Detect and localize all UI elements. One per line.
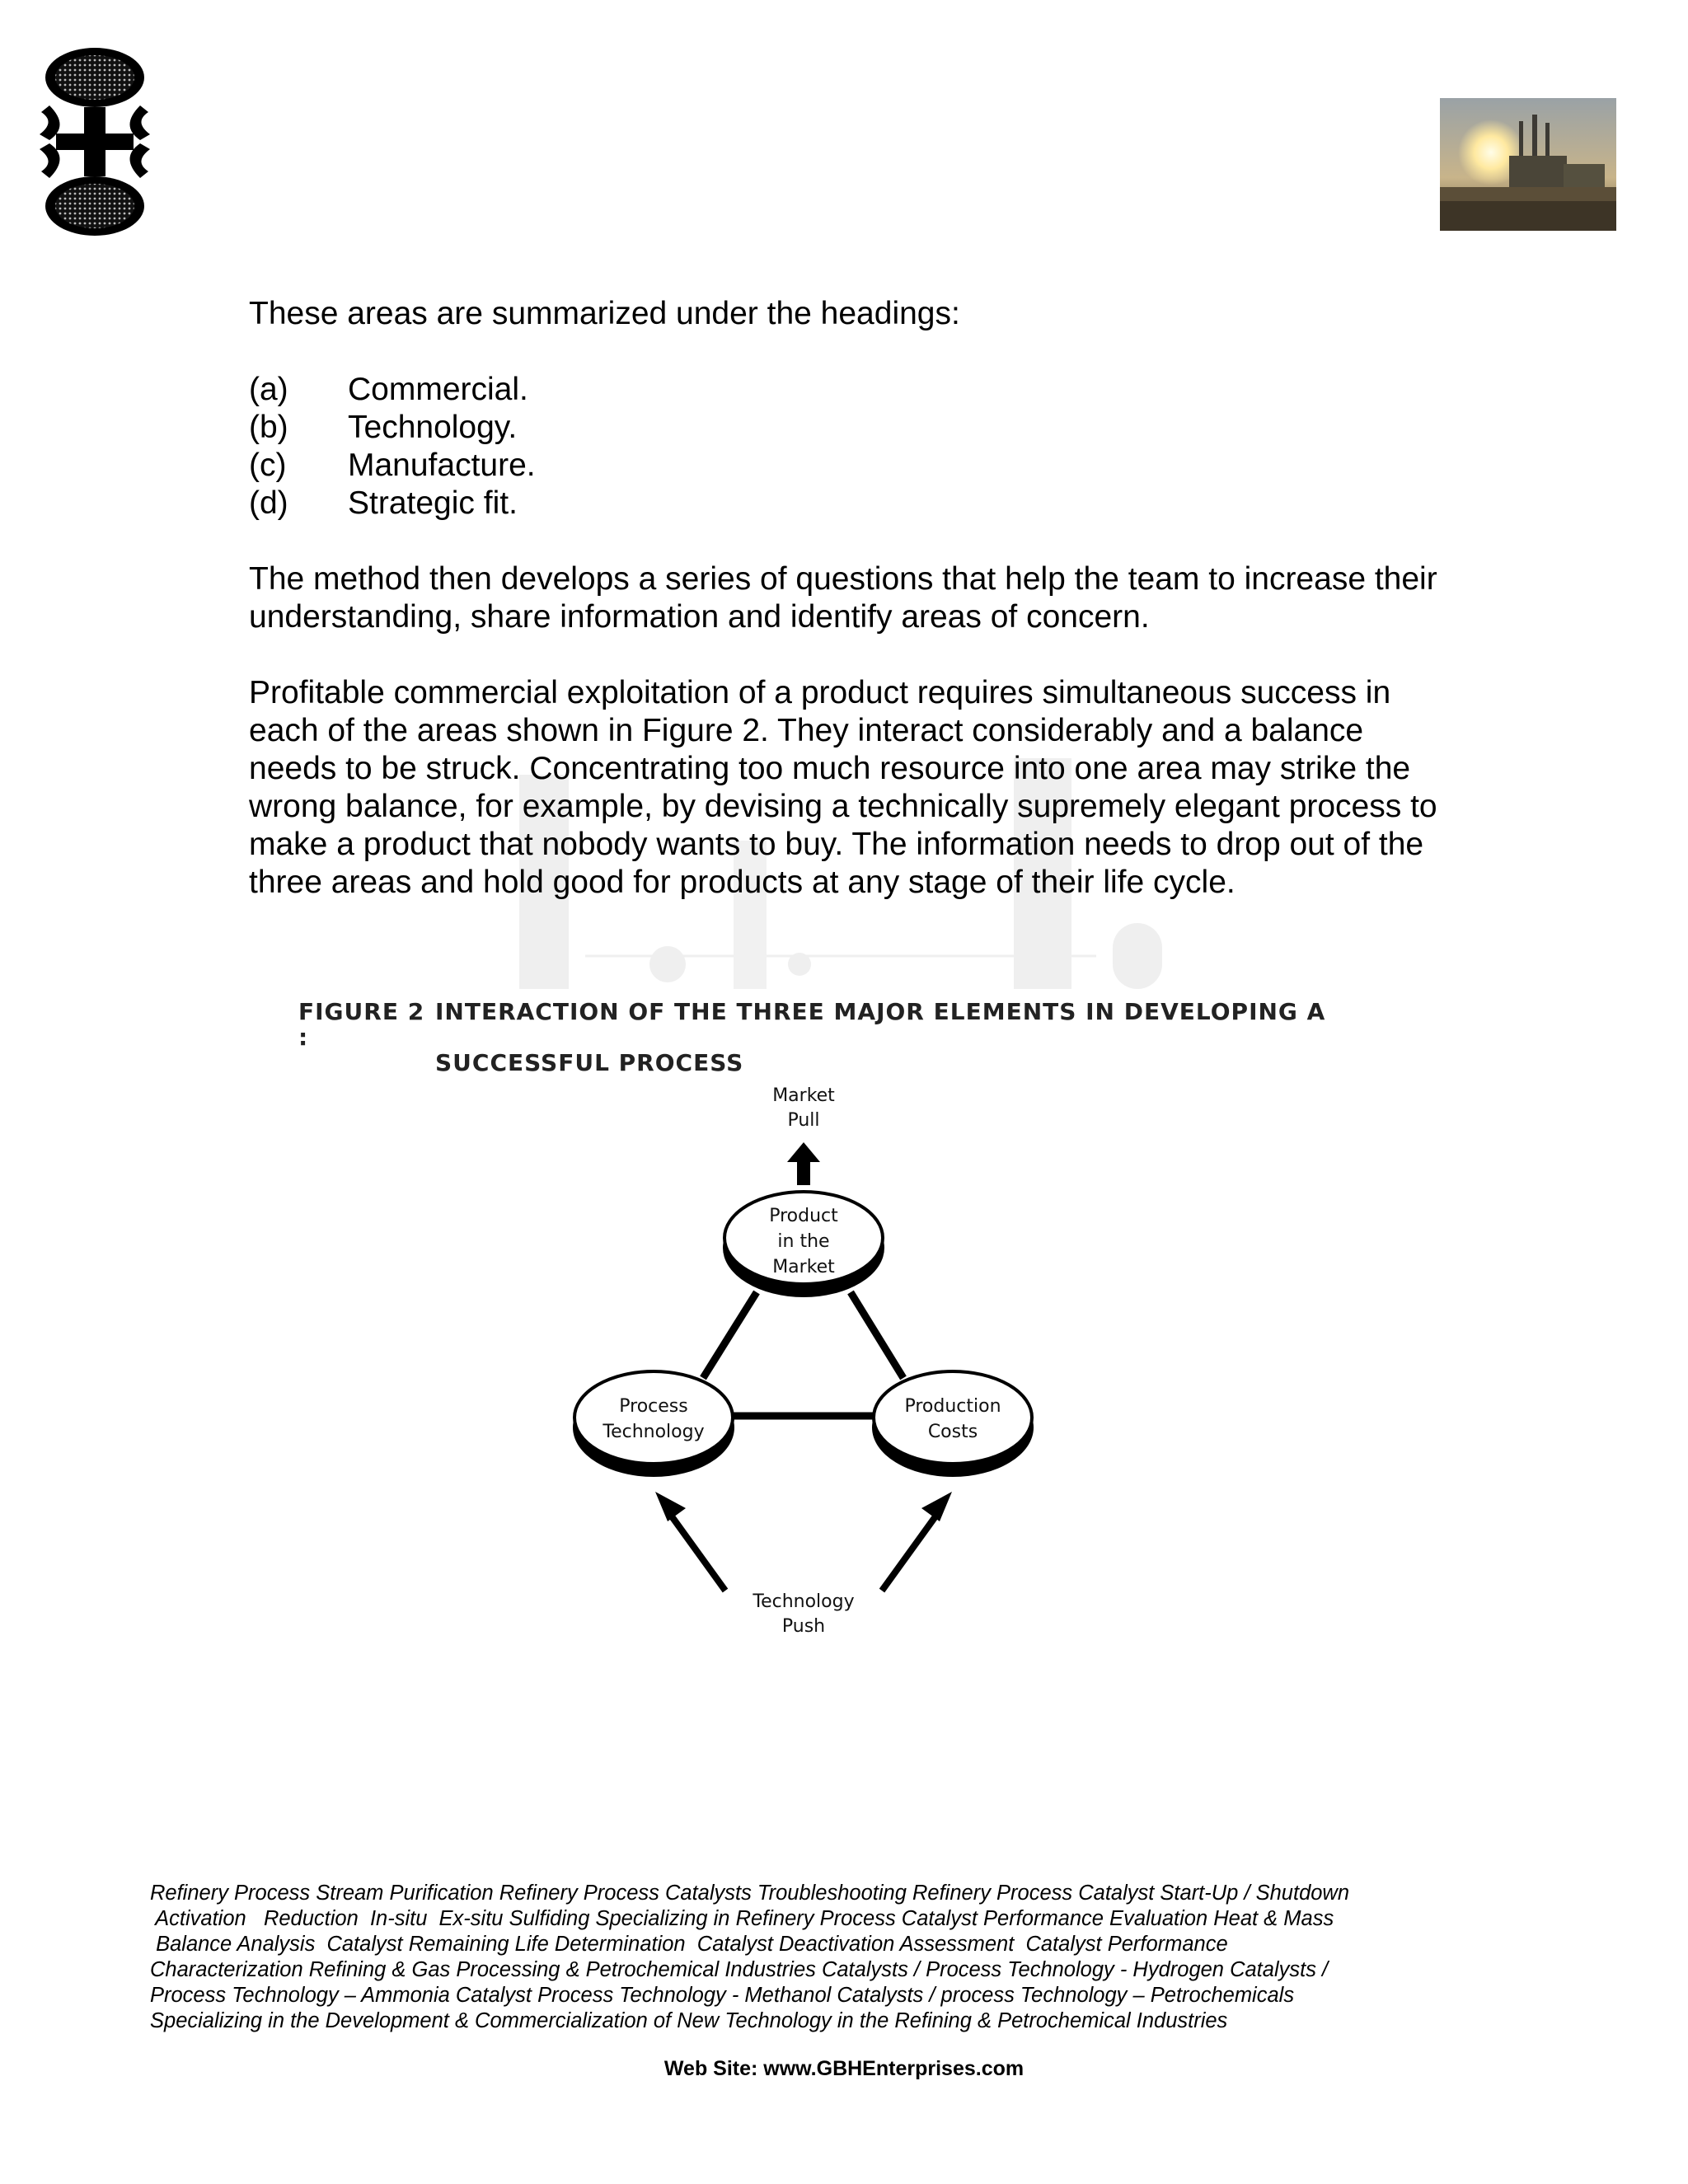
market-pull-label-line1: Market: [772, 1085, 835, 1106]
figure-caption-line1: INTERACTION OF THE THREE MAJOR ELEMENTS IN DEVELOPING A: [435, 998, 1326, 1025]
technology-push-label-line2: Push: [781, 1616, 826, 1637]
company-emblem-icon: [33, 48, 157, 236]
process-technology-node: [573, 1371, 734, 1477]
technology-push-label-line1: Technology: [753, 1591, 855, 1612]
production-costs-node: [872, 1371, 1034, 1477]
technology-push-arrows: [655, 1492, 952, 1591]
list-item-letter: (a): [249, 372, 288, 407]
interaction-diagram: [536, 1071, 1080, 1648]
list-item-letter: (d): [249, 485, 288, 521]
production-node-line1: Production: [904, 1396, 1001, 1417]
production-node-line2: Costs: [927, 1422, 978, 1442]
refinery-photo: [1440, 98, 1616, 231]
footer-services: [150, 1881, 1452, 2034]
list-item: [249, 485, 1452, 523]
list-item-text: Commercial.: [348, 372, 528, 407]
list-item: [249, 409, 1452, 447]
list-item: [249, 447, 1452, 485]
list-item-text: Manufacture.: [348, 448, 536, 483]
list-item-text: Strategic fit.: [348, 485, 518, 521]
figure-caption-prefix: FIGURE 2 :: [298, 998, 425, 1051]
list-item: [249, 371, 1452, 409]
product-node-line3: Market: [772, 1257, 835, 1277]
website-link[interactable]: Web Site: www.GBHEnterprises.com: [663, 2057, 1025, 2080]
list-item-text: Technology.: [348, 410, 518, 445]
product-node-line1: Product: [769, 1206, 838, 1226]
body-text: [249, 295, 1452, 902]
headings-list: [249, 371, 1452, 523]
product-node-line2: in the: [777, 1231, 830, 1252]
market-pull-arrow: [787, 1142, 820, 1185]
process-node-line2: Technology: [603, 1422, 705, 1442]
list-item-letter: (b): [249, 410, 288, 445]
process-node-line1: Process: [619, 1396, 688, 1417]
product-production-link: [851, 1292, 903, 1378]
footer-line: Process Technology – Ammonia Catalyst Process Technology - Methanol Catalysts / process Technology – Petrochemicals: [150, 1984, 1295, 2007]
figure-caption-line2: SUCCESSFUL PROCESS: [435, 1049, 744, 1076]
intro-paragraph: These areas are summarized under the headings:: [249, 296, 960, 331]
list-item-letter: (c): [249, 448, 287, 483]
footer-line: Activation Reduction In-situ Ex-situ Sulfiding Specializing in Refinery Process Catalyst Performance Evaluation Heat & Mass: [150, 1907, 1334, 1930]
market-pull-label-line2: Pull: [787, 1110, 820, 1131]
figure-caption: [298, 999, 1452, 1076]
product-node: [723, 1192, 884, 1297]
footer-line: Balance Analysis Catalyst Remaining Life Determination Catalyst Deactivation Assessment Catalyst Performance: [150, 1933, 1228, 1956]
footer-line: Characterization Refining & Gas Processing & Petrochemical Industries Catalysts / Process Technology - Hydrogen Catalysts /: [150, 1958, 1329, 1981]
method-paragraph: The method then develops a series of questions that help the team to increase their understanding, share information and identify areas of concern.: [249, 561, 1437, 635]
footer-line: Refinery Process Stream Purification Refinery Process Catalysts Troubleshooting Refinery Process Catalyst Start-Up / Shutdown: [150, 1882, 1350, 1905]
commercial-paragraph: Profitable commercial exploitation of a product requires simultaneous success in each of the areas shown in Figure 2. They interact considerably and a balance needs to be struck. Concentrating too much resource into one area may strike the wrong balance, for example, by devising a technically supremely elegant process to make a product that nobody wants to buy. The information needs to drop out of the three areas and hold good for products at any stage of their life cycle.: [249, 675, 1437, 900]
footer-line: Specializing in the Development & Commercialization of New Technology in the Refining & Petrochemical Industries: [150, 2009, 1228, 2032]
product-process-link: [703, 1292, 757, 1378]
